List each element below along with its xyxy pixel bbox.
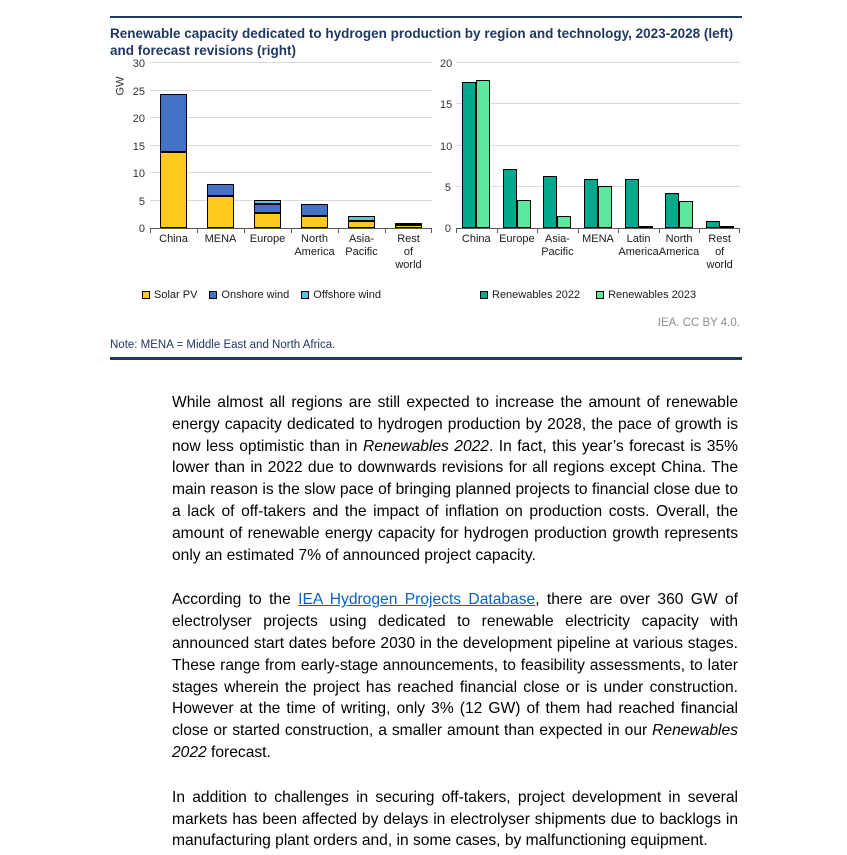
x-category-label-latin-america — [618, 233, 659, 259]
x-category-label-line: Pacific — [541, 246, 574, 258]
bar-renewables-2022-asia-pacific — [543, 176, 557, 228]
gridline — [150, 145, 432, 146]
x-tick-mark — [659, 229, 660, 233]
x-category-label-line: China — [159, 233, 188, 245]
x-category-label-line: America — [618, 246, 659, 258]
chart-left-stacked-bar — [110, 58, 440, 301]
x-category-label-line: Pacific — [345, 246, 378, 258]
paragraph — [172, 589, 738, 763]
bar-renewables-2022-mena — [584, 179, 598, 229]
bar-solar-pv-china — [160, 152, 187, 228]
bar-stack-china — [160, 94, 187, 228]
y-tick-label: 25 — [132, 85, 145, 98]
bar-renewables-2023-rest-of-world — [720, 226, 734, 228]
y-tick-label: 10 — [132, 168, 145, 180]
bar-onshore-wind-china — [160, 94, 187, 152]
y-tick-label: 0 — [138, 223, 145, 235]
bar-stack-asia-pacific — [348, 216, 375, 228]
x-tick-mark — [291, 229, 292, 233]
x-category-label-line: Latin — [626, 233, 651, 245]
x-axis-labels — [150, 233, 432, 277]
x-category-label-asia-pacific — [537, 233, 578, 259]
bar-renewables-2023-china — [476, 80, 490, 228]
x-category-label-europe — [497, 233, 538, 246]
bar-solar-pv-north-america — [301, 216, 328, 228]
x-category-label-rest-of-world — [699, 233, 740, 272]
gridline — [150, 62, 432, 63]
legend-item-onshore-wind — [209, 289, 289, 301]
x-tick-mark — [739, 229, 740, 233]
y-tick-label: 5 — [444, 181, 451, 194]
x-category-label-north-america — [291, 233, 338, 259]
bar-stack-rest-of-world — [395, 223, 422, 228]
x-category-label-line: Europe — [499, 233, 535, 245]
legend-item-offshore-wind — [301, 289, 381, 301]
x-category-label-mena — [578, 233, 619, 246]
bar-renewables-2022-latin-america — [625, 179, 639, 228]
x-category-label-line: of — [403, 246, 414, 258]
bar-stack-mena — [207, 184, 234, 228]
legend-label: Solar PV — [154, 289, 198, 301]
bar-onshore-wind-north-america — [301, 204, 328, 216]
figure-title: Renewable capacity dedicated to hydrogen production by region and technology, 2023-2028 (left) and forecast revisions (right) — [110, 26, 734, 58]
x-tick-mark — [197, 229, 198, 233]
bar-renewables-2022-rest-of-world — [706, 221, 720, 228]
paragraph — [172, 392, 738, 566]
bar-stack-europe — [254, 200, 281, 228]
legend — [110, 289, 440, 301]
bar-solar-pv-europe — [254, 213, 281, 228]
bar-onshore-wind-europe — [254, 204, 281, 213]
italic-text: Renewables 2022 — [172, 722, 738, 761]
text-run: In addition to challenges in securing off-takers, project development in several markets has been affected by delays in electrolyser shipments due to backlogs in manufacturing plant orders and, in some cases, by malfunctioning equipment. — [172, 788, 738, 850]
x-tick-mark — [385, 229, 386, 233]
legend-label: Renewables 2022 — [492, 289, 581, 301]
link-iea-hydrogen-projects-database[interactable]: IEA Hydrogen Projects Database — [298, 591, 536, 609]
plot-area — [456, 64, 740, 229]
bar-solar-pv-asia-pacific — [348, 221, 375, 228]
gridline — [150, 172, 432, 173]
x-tick-mark — [497, 229, 498, 233]
x-tick-mark — [456, 229, 457, 233]
top-divider — [110, 16, 742, 18]
bar-renewables-2023-asia-pacific — [557, 216, 571, 228]
legend-swatch-offshore-wind-icon — [301, 291, 309, 299]
y-tick-label: 15 — [440, 99, 453, 112]
x-category-label-line: MENA — [582, 233, 614, 245]
bar-renewables-2023-north-america — [679, 201, 693, 228]
chart-right-grouped-bar — [440, 58, 742, 301]
gridline — [150, 90, 432, 91]
gridline — [150, 200, 432, 201]
x-category-label-line: America — [294, 246, 335, 258]
x-category-label-line: Europe — [249, 233, 286, 245]
text-run: . In fact, this year’s forecast is 35% lower than in 2022 due to downwards revisions for all regions except China. The main reason is the slow pace of bringing planned projects to financial close due to a lack of off-takers and the impact of inflation on production costs. Overall, the amount of renewable energy capacity for hydrogen production growth represents only an estimated 7% of announced project capacity. — [172, 437, 738, 564]
y-tick-label: 30 — [132, 58, 145, 70]
text-run: According to the — [172, 591, 299, 609]
x-category-label-rest-of-world — [385, 233, 432, 272]
bar-renewables-2023-europe — [517, 200, 531, 228]
x-tick-mark — [537, 229, 538, 233]
body-text — [172, 392, 738, 852]
gridline — [150, 117, 432, 118]
italic-text: Renewables 2022 — [363, 437, 489, 455]
x-category-label-line: America — [658, 246, 700, 258]
x-axis-labels — [456, 233, 740, 277]
x-category-label-europe — [244, 233, 291, 246]
y-axis-unit-label: GW — [114, 76, 127, 96]
x-category-label-line: MENA — [204, 233, 237, 245]
text-run: , there are over 360 GW of electrolyser projects using dedicated to renewable electricity capacity with announced start dates before 2030 in the development pipeline at various stages. These range from early-stage announcements, to feasibility assessments, to later stages wherein the project has reached financial close or is under construction. However at the time of writing, only 3% (12 GW) of them had reached financial close or started construction, a smaller amount than expected in our — [172, 591, 738, 740]
bar-renewables-2023-latin-america — [639, 226, 653, 228]
x-category-label-asia-pacific — [338, 233, 385, 259]
x-category-label-china — [150, 233, 197, 246]
x-tick-mark — [699, 229, 700, 233]
x-category-label-line: China — [461, 233, 491, 245]
x-category-label-line: Asia- — [348, 233, 375, 245]
figure-block — [110, 0, 742, 360]
figure-note: Note: MENA = Middle East and North Africa. — [110, 339, 336, 351]
bar-renewables-2022-north-america — [665, 193, 679, 228]
legend-swatch-solar-pv-icon — [142, 291, 150, 299]
x-category-label-north-america — [659, 233, 700, 259]
bar-renewables-2022-china — [462, 82, 476, 228]
text-run: forecast. — [206, 743, 271, 761]
legend-item-renewables-2022 — [480, 289, 580, 301]
legend-label: Onshore wind — [221, 289, 290, 301]
gridline — [456, 145, 740, 146]
y-tick-label: 20 — [132, 113, 145, 125]
x-category-label-line: world — [395, 259, 422, 271]
bar-onshore-wind-mena — [207, 184, 234, 196]
bar-solar-pv-mena — [207, 196, 234, 228]
x-category-label-line: Asia- — [544, 233, 570, 245]
legend — [440, 289, 742, 301]
bar-renewables-2022-europe — [503, 169, 517, 228]
legend-label: Renewables 2023 — [608, 289, 697, 301]
gridline — [456, 103, 740, 104]
charts-row — [110, 58, 742, 301]
x-category-label-line: world — [706, 259, 733, 271]
legend-swatch-renewables-2022-icon — [480, 291, 488, 299]
legend-label: Offshore wind — [313, 289, 381, 301]
bar-solar-pv-rest-of-world — [395, 225, 422, 228]
section-divider — [110, 357, 742, 360]
x-category-label-mena — [197, 233, 244, 246]
x-category-label-china — [456, 233, 497, 246]
x-tick-mark — [150, 229, 151, 233]
figure-attribution: IEA. CC BY 4.0. — [657, 317, 740, 329]
bar-renewables-2023-mena — [598, 186, 612, 228]
x-category-label-line: North — [665, 233, 693, 245]
legend-swatch-renewables-2023-icon — [596, 291, 604, 299]
x-category-label-line: Rest — [397, 233, 420, 245]
y-tick-label: 15 — [132, 140, 145, 153]
legend-swatch-onshore-wind-icon — [209, 291, 217, 299]
legend-item-renewables-2023 — [596, 289, 696, 301]
y-tick-label: 0 — [444, 223, 451, 235]
bar-stack-north-america — [301, 204, 328, 228]
x-tick-mark — [431, 229, 432, 233]
text-run: While almost all regions are still expected to increase the amount of renewable energy capacity dedicated to hydrogen production by 2028, the pace of growth is now less optimistic than in — [172, 394, 738, 455]
paragraph — [172, 787, 738, 852]
x-category-label-line: North — [301, 233, 328, 245]
x-tick-mark — [338, 229, 339, 233]
x-tick-mark — [618, 229, 619, 233]
gridline — [456, 62, 740, 63]
x-tick-mark — [578, 229, 579, 233]
x-tick-mark — [244, 229, 245, 233]
x-category-label-line: of — [715, 246, 725, 258]
x-category-label-line: Rest — [708, 233, 731, 245]
plot-area — [150, 64, 432, 229]
legend-item-solar-pv — [142, 289, 197, 301]
y-tick-label: 20 — [440, 58, 453, 70]
y-tick-label: 5 — [138, 195, 145, 208]
y-tick-label: 10 — [440, 140, 453, 153]
